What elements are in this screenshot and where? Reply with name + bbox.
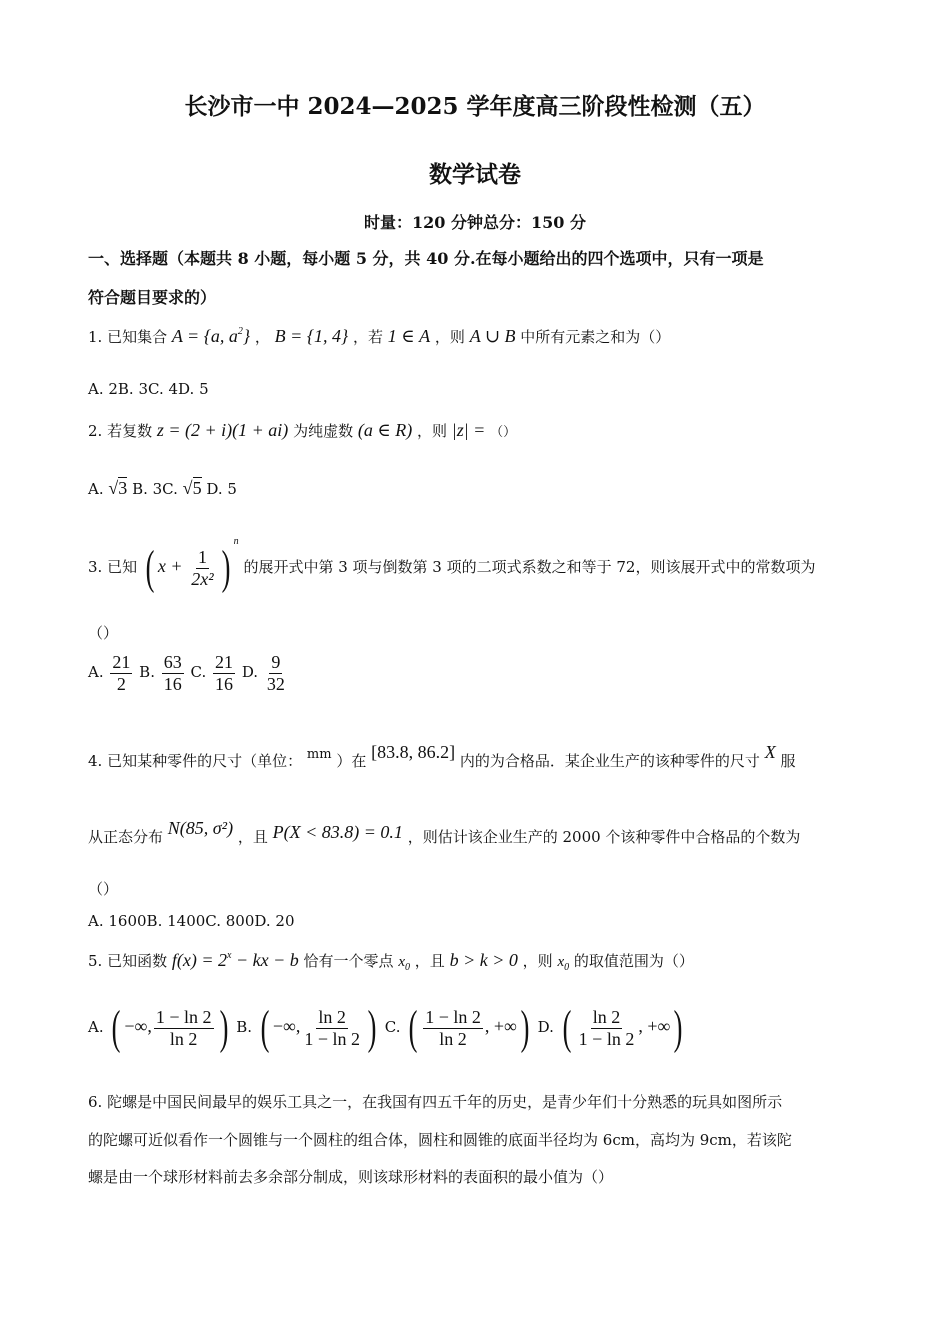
q3-opt-c-num: 21 [215, 652, 234, 672]
q1-text-4: 中所有元素之和为（） [520, 328, 671, 346]
right-paren: ) [221, 541, 231, 594]
q5-x0-sub: 0 [404, 962, 410, 973]
q3-opt-c-den: 16 [215, 673, 234, 694]
question-6-line2: 的陀螺可近似看作一个圆锥与一个圆柱的组合体，圆柱和圆锥的底面半径均为 6cm，高均为 9cm，若该陀 [88, 1131, 792, 1149]
q5-condition: b > k > 0 [449, 950, 518, 970]
question-3 [88, 536, 815, 592]
q4-text-5: 从正态分布 [88, 828, 164, 846]
q5-opt-d-frac [577, 1007, 637, 1049]
left-paren: ( [111, 1001, 121, 1054]
sqrt-symbol: √ [182, 478, 193, 498]
q5-opt-a-num: 1 − ln 2 [155, 1006, 212, 1027]
q5-opt-a-den: ln 2 [169, 1028, 198, 1049]
q5-opt-a-label: A. [88, 1018, 104, 1036]
q2-expression: z = (2 + i)(1 + ai) [156, 420, 289, 440]
q3-opt-a [110, 652, 132, 694]
q2-options [88, 478, 237, 499]
q3-text-1: 3. 已知 [88, 558, 138, 576]
q3-opt-b-den: 16 [163, 673, 182, 694]
q5-text-4: ，则 [522, 952, 553, 970]
right-paren: ) [520, 1001, 530, 1054]
q2-text-2: 为纯虚数 [293, 422, 354, 440]
q5-text-5: 的取值范围为（） [573, 952, 694, 970]
q1-text-2: ，若 [353, 328, 384, 346]
sqrt-symbol: √ [108, 478, 119, 498]
q1-set-a [172, 326, 250, 346]
q3-opt-c [213, 652, 235, 694]
q4-distribution: N(85, σ²) [167, 818, 234, 838]
question-6-line1: 6. 陀螺是中国民间最早的娱乐工具之一，在我国有四五千年的历史，是青少年们十分熟悉的玩具如图所示 [88, 1093, 783, 1111]
q5-opt-a-frac [154, 1007, 214, 1049]
q3-opt-d-den: 32 [266, 673, 285, 694]
q5-function-body: f(x) = 2 [171, 950, 227, 970]
q3-opt-b-label: B. [139, 663, 155, 682]
q3-options [88, 652, 289, 694]
q5-text-3: ，且 [414, 952, 445, 970]
q4-text-4: 服 [780, 752, 796, 770]
q3-num: 1 [197, 546, 207, 567]
q5-opt-d-den: 1 − ln 2 [578, 1028, 635, 1049]
q5-opt-b-pre: −∞, [272, 1016, 301, 1036]
q2-abs: |z| = [451, 420, 486, 440]
q5-function [172, 950, 299, 970]
q3-opt-b [162, 652, 184, 694]
q2-condition: (a ∈ R) [357, 420, 413, 440]
exam-title: 长沙市一中 2024—2025 学年度高三阶段性检测（五） [184, 93, 766, 120]
q5-opt-a-pre: −∞, [124, 1016, 152, 1036]
q3-den: 2x² [191, 568, 214, 589]
q3-x: x + [157, 556, 183, 576]
q3-fraction [189, 547, 215, 589]
q3-opt-a-num: 21 [112, 652, 131, 672]
q1-set-a-end: } [242, 326, 251, 346]
q2-opt-d: D. 5 [206, 480, 237, 498]
q5-function-end: − kx − b [231, 950, 299, 970]
q4-probability: P(X < 83.8) = 0.1 [272, 822, 403, 842]
q5-opt-b-den: 1 − ln 2 [304, 1028, 360, 1049]
q5-opt-c-post: , +∞ [484, 1016, 517, 1036]
q3-opt-d [265, 652, 287, 694]
q3-opt-a-den: 2 [116, 673, 126, 694]
exam-subtitle: 数学试卷 [429, 161, 521, 188]
q5-options [88, 1001, 686, 1054]
left-paren: ( [408, 1001, 418, 1054]
q1-condition: 1 ∈ A [387, 326, 431, 346]
q5-opt-c-frac [423, 1007, 483, 1049]
q5-opt-b-num: ln 2 [318, 1006, 346, 1027]
q2-opt-bc: B. 3C. [132, 480, 178, 498]
q5-text-1: 5. 已知函数 [88, 952, 168, 970]
q5-x0-again-body: x [557, 954, 565, 970]
right-paren: ) [673, 1001, 683, 1054]
q1-options: A. 2B. 3C. 4D. 5 [88, 380, 209, 398]
q3-exponent: n [233, 536, 239, 547]
q4-text-3: 内的为合格品．某企业生产的该种零件的尺寸 [459, 752, 760, 770]
q4-text-1: 4. 已知某种零件的尺寸（单位： [88, 752, 303, 770]
q1-set-a-body: A = {a, a [171, 326, 238, 346]
q5-x0-body: x [398, 954, 405, 970]
question-4-line2 [88, 818, 800, 847]
q4-unit: mm [306, 747, 332, 762]
q5-opt-c-label: C. [384, 1018, 401, 1036]
exam-meta: 时量：120 分钟总分：150 分 [364, 213, 586, 232]
q4-interval: [83.8, 86.2] [371, 742, 456, 762]
q4-text-6: ，且 [237, 828, 268, 846]
right-paren: ) [367, 1001, 377, 1054]
q3-opt-b-num: 63 [163, 652, 182, 672]
right-paren: ) [219, 1001, 228, 1054]
question-6-line3: 螺是由一个球形材料前去多余部分制成，则该球形材料的表面积的最小值为（） [88, 1168, 614, 1186]
q5-opt-c-num: 1 − ln 2 [425, 1006, 481, 1027]
q1-comma: ， [254, 328, 270, 346]
q4-x: X [764, 742, 776, 762]
q3-opt-d-num: 9 [271, 652, 281, 672]
q2-text-1: 2. 若复数 [88, 422, 153, 440]
left-paren: ( [145, 541, 155, 594]
question-5 [88, 950, 694, 973]
q1-text-3: ，则 [434, 328, 465, 346]
section-heading-line2: 符合题目要求的） [88, 288, 217, 307]
q3-opt-c-label: C. [190, 663, 207, 682]
question-4-line1 [88, 742, 795, 771]
q1-set-a-exp: 2 [237, 326, 243, 337]
left-paren: ( [562, 1001, 572, 1054]
q3-text-2: 的展开式中第 3 项与倒数第 3 项的二项式系数之和等于 72，则该展开式中的常数项为 [243, 558, 816, 576]
q4-options: A. 1600B. 1400C. 800D. 20 [88, 912, 295, 930]
q5-opt-c-den: ln 2 [439, 1028, 467, 1049]
question-2 [88, 420, 516, 441]
q5-opt-b-label: B. [236, 1018, 253, 1036]
section-heading-line1: 一、选择题（本题共 8 小题，每小题 5 分，共 40 分.在每小题给出的四个选项中，只有一项是 [88, 249, 764, 268]
q5-x0-again-sub: 0 [564, 962, 570, 973]
q3-opt-d-label: D. [241, 663, 259, 682]
q5-x0-again [557, 954, 570, 973]
question-1 [88, 326, 670, 347]
q4-paren: （） [88, 880, 119, 898]
q1-union: A ∪ B [469, 326, 516, 346]
q5-text-2: 恰有一个零点 [303, 952, 394, 970]
q2-opt-a: A. [88, 480, 104, 498]
q1-set-b: B = {1, 4} [274, 326, 349, 346]
q1-text-1: 1. 已知集合 [88, 328, 168, 346]
left-paren: ( [260, 1001, 270, 1054]
q5-opt-d-post: , +∞ [638, 1016, 671, 1036]
q2-text-4: （） [490, 425, 517, 440]
q5-opt-d-num: ln 2 [592, 1006, 621, 1027]
q2-text-3: ，则 [416, 422, 447, 440]
q4-text-7: ，则估计该企业生产的 2000 个该种零件中合格品的个数为 [407, 828, 801, 846]
q5-function-exp: x [227, 950, 232, 961]
q2-opt-c-radicand: 5 [192, 478, 202, 498]
q4-text-2: ）在 [336, 752, 367, 770]
q5-opt-b-frac [302, 1007, 362, 1049]
q3-opt-a-label: A. [88, 663, 104, 682]
q5-opt-d-label: D. [537, 1018, 554, 1036]
q5-x0 [398, 954, 410, 973]
q3-paren: （） [88, 624, 119, 642]
q2-opt-a-radicand: 3 [118, 478, 128, 498]
